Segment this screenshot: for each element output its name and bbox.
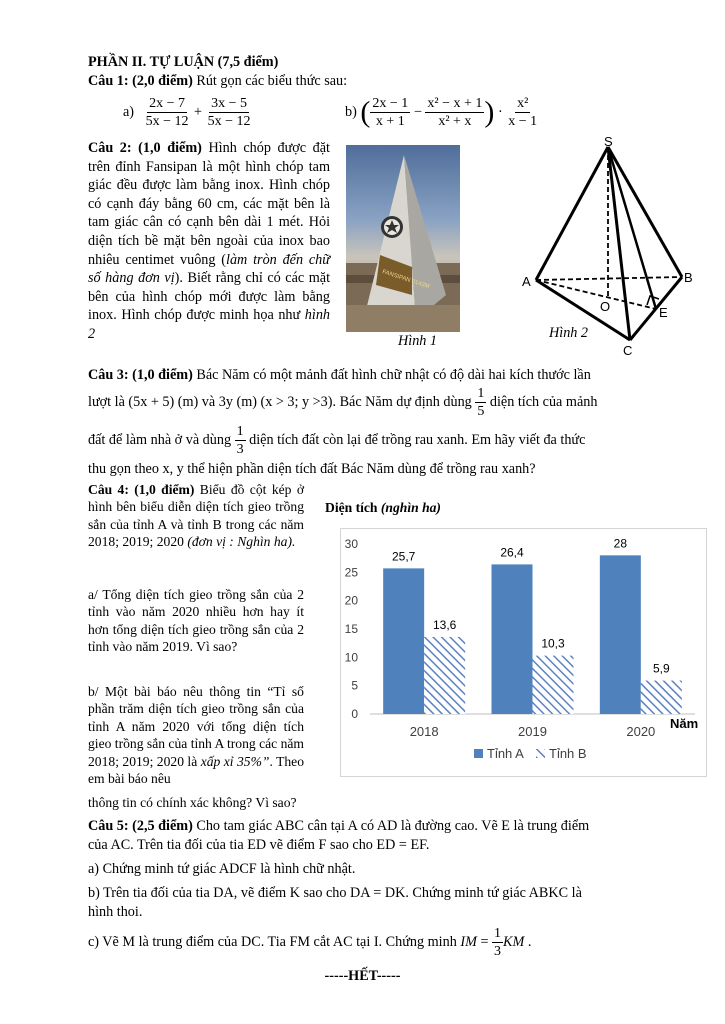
- q2-line-13: hình 2: [88, 307, 331, 342]
- q2-line-10: ). Biết rằng chỉ có các mặt bên của: [88, 270, 331, 305]
- y-tick-label: 30: [344, 537, 358, 551]
- data-label: 25,7: [391, 549, 416, 564]
- q1b-minus: −: [413, 103, 422, 120]
- q3-head: Câu 3: (1,0 điểm): [88, 367, 193, 383]
- q4a-line-1: của 2 tỉnh vào năm 2020 nhiều: [88, 587, 304, 620]
- q4b-line-4: trong các năm 2018; 2019; 2020 là: [88, 736, 304, 769]
- data-label: 10,3: [541, 636, 565, 651]
- q4b-line-6: . Theo em bài báo nêu: [88, 753, 305, 787]
- q1b-label: b): [345, 103, 357, 120]
- q4-head: Câu 4: (1,0 điểm): [88, 482, 195, 497]
- legend-swatch: [474, 749, 483, 758]
- data-label: 26,4: [500, 545, 524, 560]
- q5-c-rhs: KM: [503, 934, 525, 950]
- chart-ylabel-text: Diện tích: [325, 500, 381, 515]
- q4a-line-3: trồng sắn của 2 tỉnh vào năm: [88, 621, 304, 655]
- q2-line-1: trên đỉnh Fansipan là một hình chóp: [88, 158, 304, 175]
- q4a-text: [88, 586, 304, 656]
- q2-line-2: tam giác đều được làm bằng inox.: [88, 158, 331, 194]
- q3-line-4: thu gọn theo x, y thể hiện phần diện tích đất Bác Năm dùng để trồng rau xanh?: [88, 461, 536, 477]
- bar-tinh-a-2018: [383, 568, 424, 714]
- q4-line-0: Biểu đồ cột: [194, 482, 267, 497]
- edge-SC: [608, 147, 630, 340]
- y-tick-label: 25: [344, 565, 358, 580]
- q1a-fraction-1: [144, 95, 191, 130]
- q2-line-8: làm tròn đến chữ số hàng đơn: [88, 251, 330, 287]
- q5-c-end: .: [524, 934, 532, 950]
- vertex-S-label: S: [604, 135, 613, 149]
- q2-line-4: các mặt bên là tam giác cân có cạnh: [88, 195, 330, 231]
- q1a-fraction-2: [206, 95, 253, 130]
- q4-unit: (đơn vị : Nghìn ha).: [187, 534, 296, 550]
- q3-line2b: diện tích của mảnh: [489, 394, 598, 410]
- q1a-num-1: 2x − 7: [149, 96, 185, 111]
- q1b-fraction-1: [370, 95, 410, 130]
- y-tick-label: 5: [351, 678, 358, 693]
- q4a-line-0: a/ Tổng diện tích gieo trồng sắn: [88, 587, 269, 602]
- q5-c-lhs: IM: [460, 934, 477, 950]
- segment-SE: [608, 147, 656, 309]
- q1b-num-1: 2x − 1: [372, 96, 409, 111]
- legend-label: Tỉnh B: [549, 746, 587, 761]
- q4b-last-line: thông tin có chính xác không? Vì sao?: [88, 795, 297, 810]
- q1a-plus: +: [194, 103, 203, 120]
- segment-AE: [536, 280, 656, 309]
- q5-line-1: [88, 817, 589, 835]
- q1b-paren-open: (: [360, 95, 371, 129]
- q4-line-3: trong các năm 2018; 2019; 2020: [88, 516, 304, 550]
- q4b-line-2: sắn của tỉnh A năm 2020 với tổng: [88, 701, 304, 734]
- chart-ylabel-unit: (nghìn ha): [380, 500, 441, 515]
- q1b-fraction-3: [506, 95, 539, 130]
- q2-line-0: Hình chóp được đặt: [201, 140, 330, 156]
- q1-intro: [88, 72, 347, 90]
- q2-line-3: Hình chóp có cạnh đáy bằng 60 cm,: [88, 177, 330, 212]
- x-tick-label: 2018: [409, 724, 439, 739]
- part-title: PHẦN II. TỰ LUẬN (7,5 điểm): [88, 54, 279, 70]
- photo-plaque-text: FANSIPAN 3143M: [381, 269, 431, 291]
- q1b-dot: ·: [497, 103, 503, 120]
- q1b-num-3: x²: [517, 96, 529, 111]
- q1a-den-1: 5x − 12: [145, 114, 189, 129]
- edge-SA: [536, 147, 608, 280]
- q3-line1-text: Bác Năm có một mảnh đất hình chữ nhật có độ dài hai kích thước lần: [192, 367, 591, 383]
- q4b-line-5: xấp xỉ 35%”: [200, 753, 270, 769]
- photo-caption: Hình 1: [398, 333, 438, 349]
- bar-tinh-b-2019: [533, 656, 574, 714]
- end-marker: -----HẾT-----: [324, 968, 401, 984]
- q2-line-11: hình chóp mới được làm bằng inox.: [88, 288, 330, 324]
- chart-xlabel: Năm: [670, 716, 699, 731]
- q3-line-1: [88, 366, 591, 384]
- q2-line-7: vuông (: [180, 251, 227, 268]
- q3-line-3: [88, 423, 585, 458]
- q4-text: [88, 481, 304, 551]
- q4a-line-4: 2019. Vì sao?: [162, 639, 238, 655]
- q5-line1-text: Cho tam giác ABC cân tại A có AD là đường cao. Vẽ E là trung điểm: [192, 818, 590, 834]
- q4b-line-1: số phần trăm diện tích gieo trồng: [88, 684, 304, 717]
- q3-frac2-num: 1: [236, 424, 244, 440]
- q1b-num-2: x² − x + 1: [427, 96, 483, 111]
- q5-c-text: c) Vẽ M là trung điểm của DC. Tia FM cắt AC tại I. Chứng minh: [88, 934, 461, 950]
- edge-AB-hidden: [536, 277, 682, 280]
- q5-part-c: [88, 924, 531, 960]
- q5-part-b-1: b) Trên tia đối của tia DA, vẽ điểm K sao cho DA = DK. Chứng minh tứ giác ABKC là: [88, 885, 582, 901]
- q3-line-2: [88, 385, 597, 420]
- vertex-A-label: A: [522, 274, 531, 289]
- q1-text: Rút gọn các biểu thức sau:: [192, 73, 348, 89]
- q1b-paren-close: ): [484, 95, 495, 129]
- bar-tinh-b-2020: [641, 681, 682, 714]
- q3-frac2-den: 3: [236, 442, 244, 458]
- x-tick-label: 2020: [626, 724, 656, 739]
- q2-head: Câu 2: (1,0 điểm): [88, 140, 202, 156]
- q1a-den-2: 5x − 12: [207, 114, 251, 129]
- q4b-text: [88, 683, 304, 787]
- q2-line-6: ngoài của inox bao nhiêu centimet: [88, 232, 330, 268]
- q5-c-eq: =: [476, 934, 492, 950]
- q2-line-9: vị: [164, 270, 175, 287]
- x-tick-label: 2019: [518, 724, 547, 739]
- q3-frac1-den: 5: [477, 404, 485, 420]
- q2-line-12: Hình chóp được minh họa như: [121, 307, 305, 324]
- figure-caption: Hình 2: [549, 325, 589, 341]
- legend-label: Tỉnh A: [487, 746, 524, 761]
- y-tick-label: 0: [351, 707, 358, 721]
- data-label: 5,9: [652, 661, 670, 676]
- vertex-B-label: B: [684, 270, 693, 285]
- q5-part-a: a) Chứng minh tứ giác ADCF là hình chữ nhật.: [88, 861, 356, 877]
- y-tick-label: 20: [344, 593, 358, 608]
- q1b-den-3: x − 1: [508, 114, 538, 129]
- q3-line3b: diện tích đất còn lại để trồng rau xanh. Em hãy viết đa thức: [249, 432, 586, 448]
- q3-frac1-num: 1: [477, 386, 485, 402]
- chart-ylabel: [325, 500, 441, 516]
- q5-c-fraction: [492, 925, 503, 960]
- q5-part-b-2: hình thoi.: [88, 904, 143, 920]
- q3-fraction-2: [235, 423, 246, 458]
- q2-text: [88, 139, 330, 344]
- q1-head: Câu 1: (2,0 điểm): [88, 73, 193, 89]
- vertex-E-label: E: [659, 305, 668, 320]
- pyramid-monument-image: [346, 145, 460, 332]
- q5-c-frac-num: 1: [494, 926, 501, 942]
- q1a-num-2: 3x − 5: [211, 96, 247, 111]
- data-label: 28: [613, 536, 628, 551]
- q4-line-1: kép ở hình bên biểu diễn diện tích: [88, 482, 305, 515]
- q1b-expression: [345, 95, 539, 130]
- q3-line3a: đất để làm nhà ở và dùng: [88, 432, 232, 448]
- q4a-line-2: hơn hay ít hơn tổng diện tích gieo: [88, 604, 304, 637]
- y-tick-label: 10: [344, 650, 358, 665]
- q1a-expression: [123, 95, 253, 130]
- q1a-label: a): [123, 103, 135, 120]
- q4-line-2: gieo trồng sắn của tỉnh A và tỉnh B: [88, 499, 304, 532]
- data-label: 13,6: [432, 617, 457, 632]
- q1b-den-2: x² + x: [438, 114, 472, 129]
- bar-tinh-a-2019: [492, 564, 533, 714]
- q2-line-5: bên dài 1 mét. Hỏi diện tích bề mặt bên: [88, 214, 331, 249]
- fansipan-photo: [346, 145, 460, 332]
- bar-chart: [340, 528, 708, 778]
- q4b-line-0: b/ Một bài báo nêu thông tin “Tỉ: [88, 684, 286, 699]
- bar-tinh-a-2020: [600, 555, 641, 714]
- q5-c-frac-den: 3: [494, 944, 501, 960]
- vertex-C-label: C: [623, 343, 633, 358]
- q3-line2a: lượt là (5x + 5) (m) và 3y (m) (x > 3; y >3). Bác Năm dự định dùng: [88, 394, 472, 410]
- legend-swatch: [536, 749, 545, 758]
- vertex-O-label: O: [600, 299, 611, 314]
- q1b-fraction-2: [425, 95, 484, 130]
- y-tick-label: 15: [344, 622, 358, 636]
- q5-head: Câu 5: (2,5 điểm): [88, 818, 193, 834]
- q1b-den-1: x + 1: [375, 114, 405, 129]
- q3-fraction-1: [475, 385, 486, 420]
- bar-tinh-b-2018: [424, 637, 465, 714]
- q4b-line-3: diện tích gieo trồng sắn của tỉnh A: [88, 718, 305, 752]
- q5-line-2: của AC. Trên tia đối của tia ED vẽ điểm F sao cho ED = EF.: [88, 837, 430, 853]
